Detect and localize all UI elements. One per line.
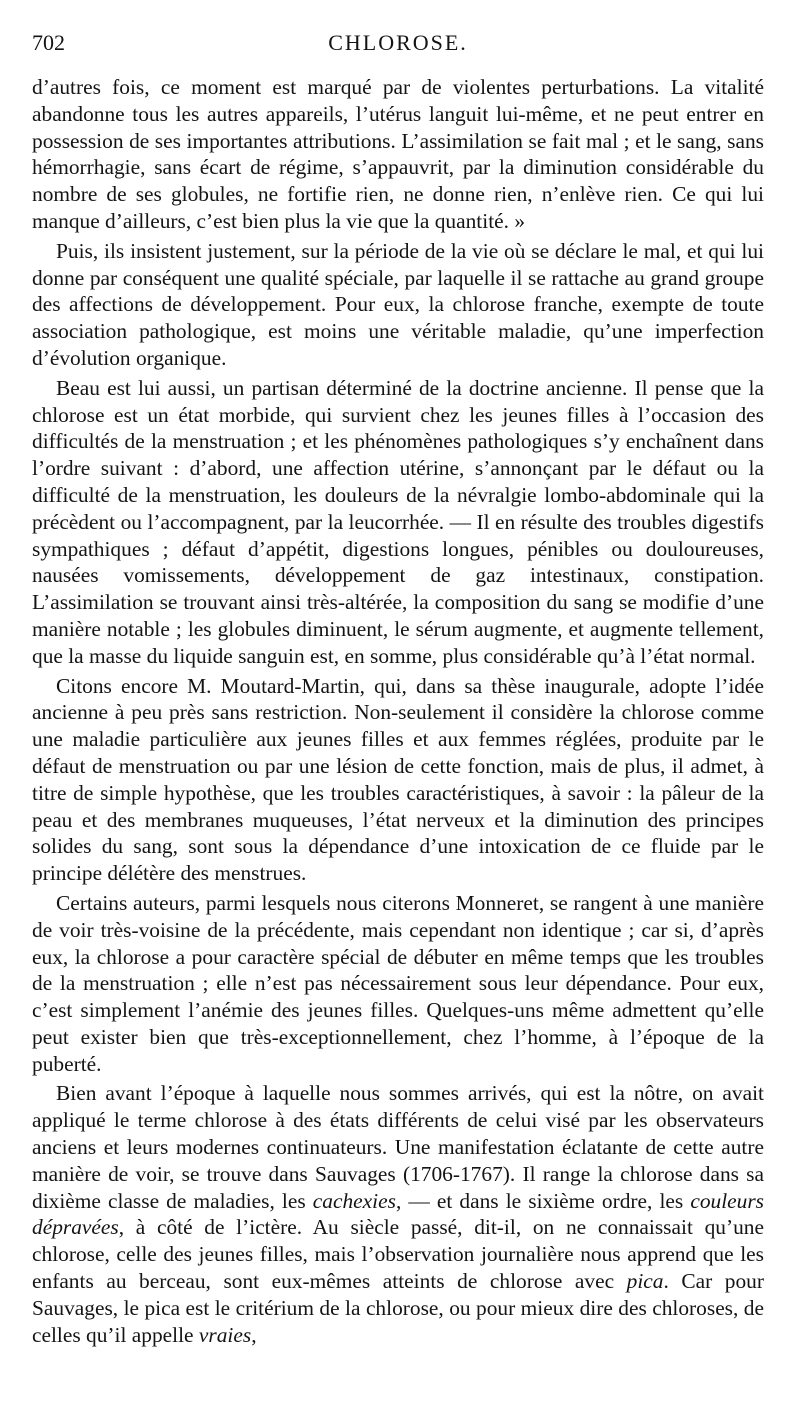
italic-text: vraies	[198, 1322, 252, 1347]
paragraph	[32, 74, 764, 235]
text-run: , à côté de l’ictère. Au siècle passé, dit-il, on ne connaissait qu’une chlorose, celle des jeunes filles, mais l’observation journalière nous apprend que les enfants au berceau, sont eux-mêmes atteints de chlorose avec	[32, 1215, 764, 1294]
text-run: , — et dans le sixième ordre, les	[395, 1188, 691, 1213]
paragraph	[32, 375, 764, 670]
paragraph	[32, 673, 764, 887]
italic-text: cachexies	[312, 1188, 396, 1213]
page-header	[32, 30, 764, 74]
italic-text: pica	[626, 1269, 664, 1294]
text-run: Bien avant l’époque à laquelle nous sommes arrivés, qui est la nôtre, on avait appliqué le terme chlorose à des états différents de celui visé par les observateurs anciens et leurs modernes continuateurs. Une manifestation éclatante de cette autre manière de voir, se trouve dans Sauvages (1706-1767). Il range la chlorose dans sa dixième classe de maladies, les	[32, 1081, 764, 1213]
text-run: Puis, ils insistent justement, sur la période de la vie où se déclare le mal, et qui lui donne par conséquent une qualité spéciale, par laquelle il se rattache au grand groupe des affections de développement. Pour eux, la chlorose franche, exempte de toute association pathologique, est moins une véritable maladie, qu’une imperfection d’évolution organique.	[32, 238, 764, 370]
text-run: ,	[251, 1322, 257, 1347]
page-number: 702	[32, 30, 65, 55]
text-run: . Car pour Sauvages, le pica est le critérium de la chlorose, ou pour mieux dire des chloroses, de celles qu’il appelle	[32, 1269, 764, 1347]
paragraph	[32, 890, 764, 1078]
paragraph	[32, 1080, 764, 1348]
body-text	[32, 74, 764, 1348]
text-run: d’autres fois, ce moment est marqué par de violentes perturbations. La vitalité abandonne tous les autres appareils, l’utérus languit lui-même, et ne peut entrer en possession de ses importantes attributions. L’assimilation se fait mal ; et le sang, sans hémorrhagie, sans écart de régime, s’appauvrit, par la diminution considérable du nombre de ses globules, ne fortifie rien, ne donne rien, n’enlève rien. Ce qui lui manque d’ailleurs, c’est bien plus la vie que la quantité. »	[32, 75, 764, 233]
text-run: Citons encore M. Moutard-Martin, qui, dans sa thèse inaugurale, adopte l’idée ancienne à peu près sans restriction. Non-seulement il considère la chlorose comme une maladie particulière aux jeunes filles et aux femmes réglées, produite par le défaut de menstruation ou par une lésion de cette fonction, mais de plus, il admet, à titre de simple hypothèse, que les troubles caractéristiques, à savoir : la pâleur de la peau et des membranes muqueuses, l’état nerveux et la diminution des principes solides du sang, sont sous la dépendance d’une intoxication de ce fluide par le principe délétère des menstrues.	[32, 673, 764, 886]
paragraph	[32, 238, 764, 372]
italic-text: couleurs dépravées	[32, 1188, 764, 1240]
text-run: Beau est lui aussi, un partisan déterminé de la doctrine ancienne. Il pense que la chlorose est un état morbide, qui survient chez les jeunes filles à l’occasion des difficultés de la menstruation ; et les phénomènes pathologiques s’y enchaînent dans l’ordre suivant : d’abord, une affection utérine, s’annonçant par le défaut ou la difficulté de la menstruation, les douleurs de la névralgie lombo-abdominale qui la précèdent ou l’accompagnent, par la leucorrhée. — Il en résulte des troubles digestifs sympathiques ; défaut d’appétit, digestions longues, pénibles ou douloureuses, nausées vomissements, développement de gaz intestinaux, constipation. L’assimilation se trouvant ainsi très-altérée, la composition du sang se modifie d’une manière notable ; les globules diminuent, le sérum augmente, et augmente tellement, que la masse du liquide sanguin est, en somme, plus considérable qu’à l’état normal.	[32, 375, 764, 668]
running-title: CHLOROSE.	[328, 30, 468, 55]
text-run: Certains auteurs, parmi lesquels nous citerons Monneret, se rangent à une manière de voir très-voisine de la précédente, mais cependant non identique ; car si, d’après eux, la chlorose a pour caractère spécial de débuter en même temps que les troubles de la menstruation ; elle n’est pas nécessairement sous leur dépendance. Pour eux, c’est simplement l’anémie des jeunes filles. Quelques-uns même admettent qu’elle peut exister bien que très-exceptionnellement, chez l’homme, à l’époque de la puberté.	[32, 890, 764, 1076]
